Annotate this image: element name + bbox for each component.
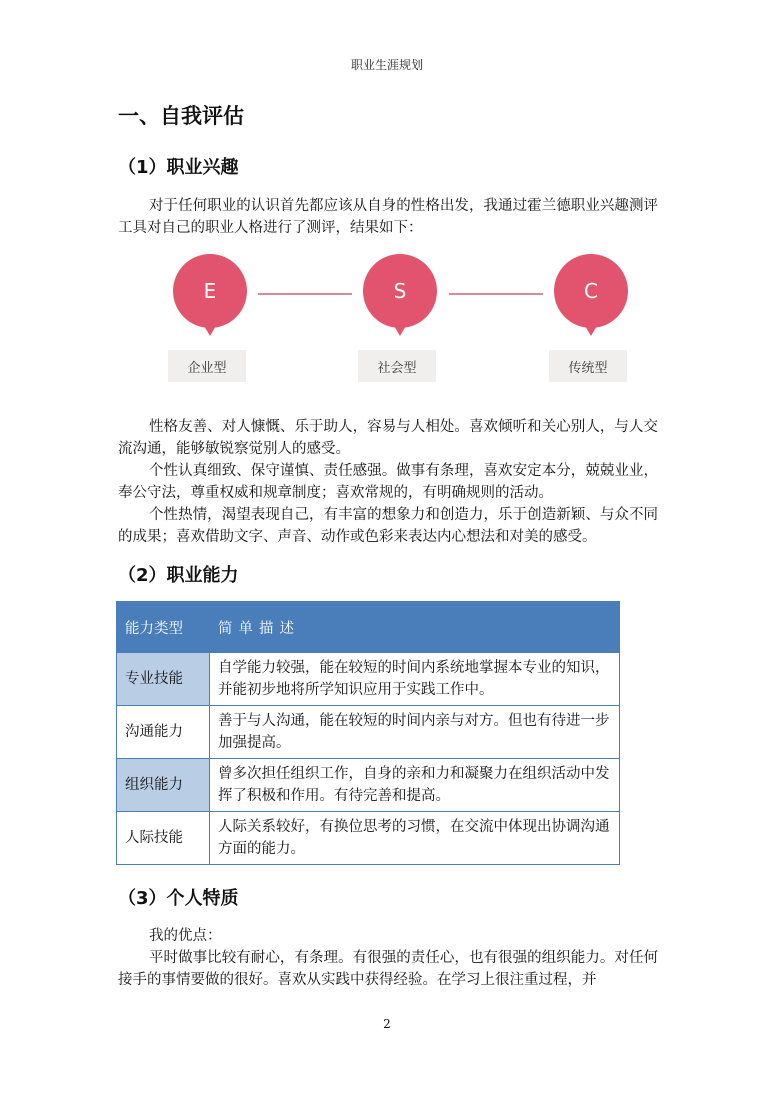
traits-paragraph: 平时做事比较有耐心，有条理。有很强的责任心，也有很强的组织能力。对任何接手的事情要做的很好。喜欢从实践中获得经验。在学习上很注重过程，并 <box>118 950 658 988</box>
ability-type-cell: 专业技能 <box>117 653 210 706</box>
column-header-description: 简单描述 <box>210 602 620 653</box>
traits-strengths-label: 我的优点： <box>149 928 222 944</box>
table-row <box>117 759 620 812</box>
table-row <box>117 653 620 706</box>
holland-type-label: 社会型 <box>358 350 436 382</box>
ability-desc-cell: 善于与人沟通，能在较短的时间内亲与对方。但也有待进一步加强提高。 <box>210 706 620 759</box>
holland-node-conventional <box>551 252 631 392</box>
pointer-triangle <box>393 324 407 336</box>
ability-table <box>116 601 620 865</box>
holland-letter-circle: E <box>173 254 247 328</box>
subheading-career-ability: （2）职业能力 <box>118 565 239 586</box>
interest-paragraph-conventional: 个性认真细致、保守谨慎、责任感强。做事有条理，喜欢安定本分，兢兢业业，奉公守法，尊重权威和规章制度；喜欢常规的，有明确规则的活动。 <box>118 463 658 501</box>
ability-type-cell: 人际技能 <box>117 812 210 865</box>
holland-code-diagram <box>170 252 640 392</box>
holland-type-label: 企业型 <box>168 350 246 382</box>
interest-paragraph-social: 性格友善、对人慷慨、乐于助人，容易与人相处。喜欢倾听和关心别人，与人交流沟通，能够敏锐察觉别人的感受。 <box>118 419 658 457</box>
connector-line <box>449 293 543 295</box>
holland-node-enterprising <box>170 252 250 392</box>
page-number: 2 <box>383 1017 391 1031</box>
table-header-row <box>117 602 620 653</box>
holland-type-label: 传统型 <box>549 350 627 382</box>
ability-desc-cell: 自学能力较强，能在较短的时间内系统地掌握本专业的知识，并能初步地将所学知识应用于实践工作中。 <box>210 653 620 706</box>
holland-letter-circle: C <box>554 254 628 328</box>
subheading-career-interest: （1）职业兴趣 <box>118 157 239 178</box>
holland-node-social <box>360 252 440 392</box>
ability-type-cell: 沟通能力 <box>117 706 210 759</box>
interest-paragraph-enterprising: 个性热情，渴望表现自己，有丰富的想象力和创造力，乐于创造新颖、与众不同的成果；喜欢借助文字、声音、动作或色彩来表达内心想法和对美的感受。 <box>118 507 658 545</box>
section-heading-self-assessment: 一、自我评估 <box>118 104 244 128</box>
column-header-type: 能力类型 <box>117 602 210 653</box>
page-header: 职业生涯规划 <box>350 58 423 72</box>
holland-letter-circle: S <box>363 254 437 328</box>
pointer-triangle <box>203 324 217 336</box>
ability-desc-cell: 人际关系较好，有换位思考的习惯，在交流中体现出协调沟通方面的能力。 <box>210 812 620 865</box>
table-row <box>117 706 620 759</box>
interest-intro-paragraph: 对于任何职业的认识首先都应该从自身的性格出发，我通过霍兰德职业兴趣测评工具对自己的职业人格进行了测评，结果如下： <box>118 198 658 236</box>
ability-type-cell: 组织能力 <box>117 759 210 812</box>
connector-line <box>258 293 352 295</box>
pointer-triangle <box>584 324 598 336</box>
table-row <box>117 812 620 865</box>
ability-desc-cell: 曾多次担任组织工作，自身的亲和力和凝聚力在组织活动中发挥了积极和作用。有待完善和提高。 <box>210 759 620 812</box>
subheading-personal-traits: （3）个人特质 <box>118 888 239 909</box>
